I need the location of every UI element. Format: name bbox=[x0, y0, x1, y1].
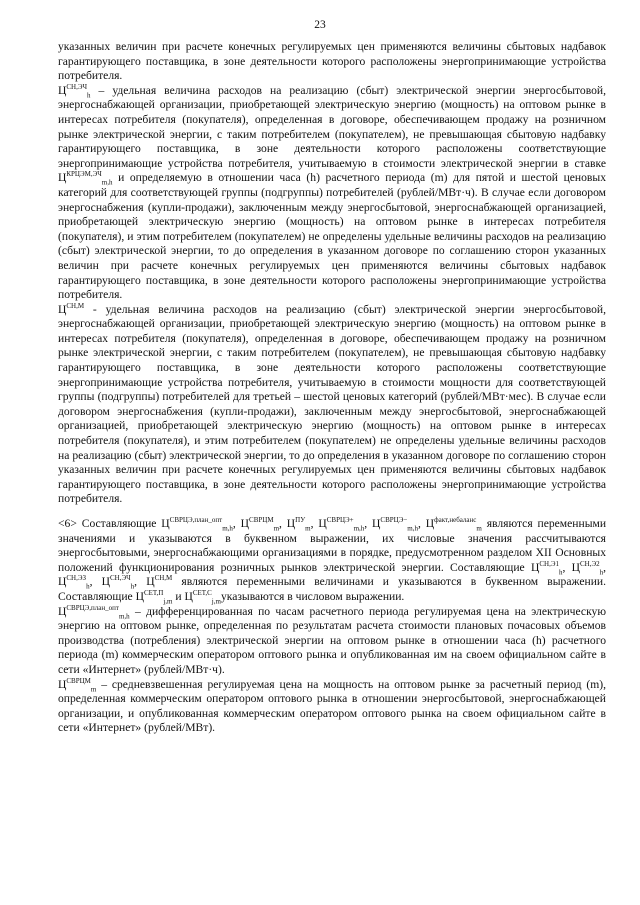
symbol-ch-se4: $Ц^{СН,ЭЧ}_h$ bbox=[58, 82, 91, 100]
page-number: 23 bbox=[314, 19, 326, 31]
symbol-krcem-e4: $Ц^{КРЦЭМ,ЭЧ}_{m,h}$ bbox=[58, 170, 113, 187]
symbol-set-p: $Ц^{СЕТ,П}_{j,m}$ bbox=[135, 589, 173, 606]
paragraph-note-6: <6> Составляющие $Ц^{СВРЦЭ,план\_опт}_{m,h}$, $Ц^{СВРЦМ}_m$, $Ц^{ПУ}_m$, $Ц^{СВРЦЭ+}_{m,h}$, $Ц^{СВРЦЭ-}_{m,h}$, $Ц^{факт,небаланс}_m$ являются переменными значениями и указываются в буквенном выражении, их числовые значения рассчитываются энергосбытовыми, энергоснабжающими организациями в порядке, предусмотренном разделом XII Основных положений функционирования розничных рынков электрической энергии. Составляющие $Ц^{СН,Э1}_h$, $Ц^{СН,Э2}_h$, $Ц^{СН,ЭЗ}_h$, $Ц^{СН,ЭЧ}_h$, $Ц^{СН,М}$ являются переменными величинами и указываются в буквенном выражении. Составляющие $Ц^{СЕТ,П}_{j,m}$ и $Ц^{СЕТ,С}_{j,m}указываются$ в числовом выражении. bbox=[58, 516, 607, 606]
symbol-pu: $Ц^{ПУ}_m$ bbox=[286, 516, 311, 533]
symbol-svrcm: $Ц^{СВРЦМ}_m$ bbox=[240, 516, 280, 533]
symbol-ch-e2: $Ц^{СН,Э2}_h$ bbox=[571, 559, 604, 577]
symbol-svrce-minus: $Ц^{СВРЦЭ-}_{m,h}$ bbox=[372, 516, 418, 533]
symbol-svrcm-def: $Ц^{СВРЦМ}_m$ bbox=[58, 676, 97, 693]
paragraph-continuation: указанных величин при расчете конечных регулируемых цен применяются величины сбытовых надбавок гарантирующего поставщика, в зоне деятельности которого расположены энергопринимающие устройства потребителя. bbox=[58, 40, 606, 83]
paragraph-svrce-plan: $Ц^{СВРЦЭ,план\_опт}_{m,h}$ – дифференцированная по часам расчетного периода регулируемая цена на электрическую энергию на оптовом рынке, определенная по результатам расчета стоимости плановых почасовых объемов производства (потребления) электрической энергии на оптовом рынке в отношении часа (h) расчетного периода (m) коммерческим оператором оптового рынка и опубликованная им на своем официальном сайте в сети «Интернет» (рублей/МВт·ч). bbox=[58, 603, 606, 676]
symbol-ch-e3: $Ц^{СН,ЭЗ}_h$ bbox=[58, 574, 90, 591]
symbol-ch-e4: $Ц^{СН,ЭЧ}_h$ bbox=[101, 574, 135, 591]
symbol-svrce-plan: $Ц^{СВРЦЭ,план\_опт}_{m,h}$ bbox=[161, 516, 233, 533]
symbol-svrce-plus: $Ц^{СВРЦЭ+}_{m,h}$ bbox=[318, 516, 365, 533]
symbol-fakt-nebalans: $Ц^{факт,небаланс}_m$ bbox=[425, 516, 482, 533]
symbol-set-s: $Ц^{СЕТ,С}_{j,m}$ bbox=[184, 589, 221, 606]
paragraph-svrcm: $Ц^{СВРЦМ}_m$ – средневзвешенная регулируемая цена на мощность на оптовом рынке за расчетный период (m), определенная коммерческим оператором оптового рынка в отношении энергосбытовой, энергоснабжающей организации, и опубликованная коммерческим оператором оптового рынка на своем официальном сайте в сети «Интернет» (рублей/МВт). bbox=[58, 676, 606, 735]
definitions-block bbox=[58, 40, 606, 736]
symbol-svrce-plan-def: $Ц^{СВРЦЭ,план\_опт}_{m,h}$ bbox=[58, 603, 130, 620]
symbol-ch-e1: $Ц^{СН,Э1}_h$ bbox=[530, 559, 563, 577]
symbol-ch-m: $Ц^{СН,М}$ bbox=[58, 301, 85, 316]
symbol-ch-m-2: $Ц^{СН,М}$ bbox=[146, 574, 173, 589]
paragraph-ch-se4: $Ц^{СН,ЭЧ}_h$ – удельная величина расходов на реализацию (сбыт) электрической энергии энергосбытовой, энергоснабжающей организации, приобретающей электрическую энергию (мощность) на оптовом рынке в интересах потребителя (покупателя), определенная в договоре, обеспечивающем продажу на розничном рынке электрической энергии, с таким потребителем (покупателем), не превышающая сбытовую надбавку гарантирующего поставщика, в зоне деятельности которого расположены соответствующие энергопринимающие устройства потребителя, учитываемую в стоимости электрической энергии в ставке $Ц^{КРЦЭМ,ЭЧ}_{m,h}$ и определяемую в отношении часа (h) расчетного периода (m) для пятой и шестой ценовых категорий для соответствующей группы (подгруппы) потребителей (рублей/МВт·ч). В случае если договором энергоснабжения (купли-продажи), заключенным между энергосбытовой, энергоснабжающей организацией, приобретающей электрическую энергию (мощность) на оптовом рынке в интересах потребителя (покупателя), и этим потребителем (покупателем) не определены удельные величины расходов на реализацию (сбыт) электрической энергии, то до определения в указанном договоре по соглашению сторон указанных величин при расчете конечных регулируемых цен применяются величины сбытовых надбавок гарантирующего поставщика, в зоне деятельности которого расположены энергопринимающие устройства потребителя. bbox=[58, 82, 606, 302]
paragraph-ch-m: $Ц^{СН,М}$ - удельная величина расходов на реализацию (сбыт) электрической энергии энергосбытовой, энергоснабжающей организации, приобретающей электрическую энергию (мощность) на оптовом рынке в интересах потребителя (покупателя), определенная в договоре, обеспечивающем продажу на розничном рынке электрической энергии, с таким потребителем (покупателем), не превышающая сбытовую надбавку гарантирующего поставщика, в зоне деятельности которого расположены соответствующие энергопринимающие устройства потребителя, учитываемую в стоимости мощности для соответствующей группы (подгруппы) потребителей для третьей – шестой ценовых категорий (рублей/МВт·мес). В случае если договором энергоснабжения (купли-продажи), заключенным между энергосбытовой, энергоснабжающей организацией, приобретающей электрическую энергию (мощность) на оптовом рынке в интересах потребителя (покупателя), и этим потребителем (покупателем) не определены удельные величины расходов на реализацию (сбыт) электрической энергии, то до определения в указанном договоре по соглашению сторон указанных величин при расчете конечных регулируемых цен применяются величины сбытовых надбавок гарантирующего поставщика, в зоне деятельности которого расположены энергопринимающие устройства потребителя. bbox=[58, 301, 606, 506]
